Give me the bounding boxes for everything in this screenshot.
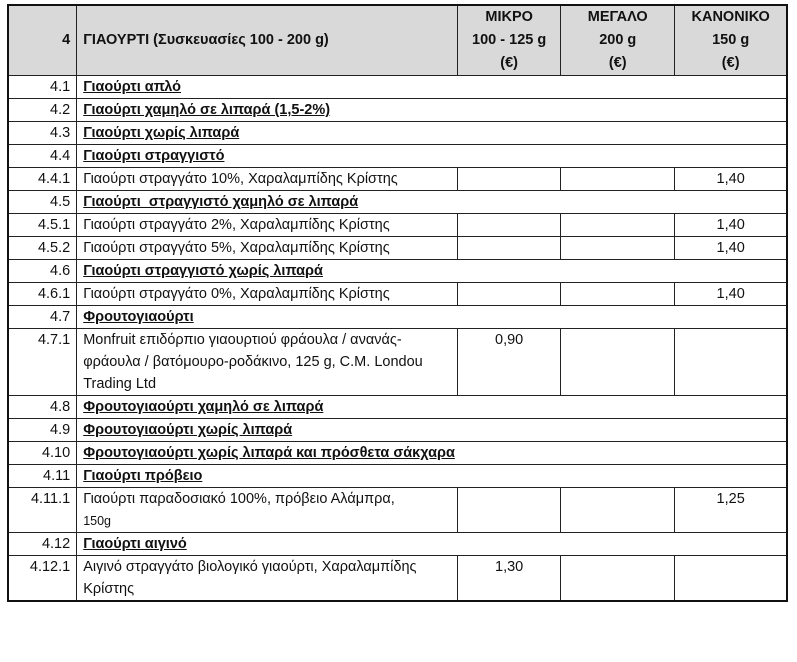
product-label: Γιαούρτι στραγγάτο 5%, Χαραλαμπίδης Κρίστης (77, 237, 458, 260)
category-label: Φρουτογιαούρτι χωρίς λιπαρά και πρόσθετα σάκχαρα (77, 442, 787, 465)
col-size: 200 g (599, 32, 637, 48)
col-name: ΜΕΓΑΛΟ (587, 9, 648, 25)
category-label: Φρουτογιαούρτι χαμηλό σε λιπαρά (77, 396, 787, 419)
category-row (8, 419, 787, 442)
category-label: Φρουτογιαούρτι χωρίς λιπαρά (77, 419, 787, 442)
col-header-large (561, 5, 675, 76)
row-code: 4.11 (8, 465, 77, 488)
category-label: Γιαούρτι πρόβειο (77, 465, 787, 488)
price-regular: 1,40 (675, 237, 787, 260)
category-label: Γιαούρτι στραγγιστό (77, 145, 787, 168)
product-row (8, 214, 787, 237)
product-label: Αιγινό στραγγάτο βιολογικό γιαούρτι, Χαραλαμπίδης Κρίστης (77, 556, 458, 602)
row-code: 4.4.1 (8, 168, 77, 191)
price-large (561, 237, 675, 260)
price-small (458, 488, 561, 533)
category-row (8, 442, 787, 465)
price-large (561, 283, 675, 306)
price-regular: 1,40 (675, 168, 787, 191)
row-code: 4.8 (8, 396, 77, 419)
price-large (561, 488, 675, 533)
product-label-line2: 150g (83, 514, 112, 528)
category-row (8, 99, 787, 122)
category-row (8, 145, 787, 168)
col-name: ΜΙΚΡΟ (485, 9, 533, 25)
category-row (8, 465, 787, 488)
row-code: 4.2 (8, 99, 77, 122)
category-label: Γιαούρτι στραγγιστό χωρίς λιπαρά (77, 260, 787, 283)
product-row (8, 556, 787, 602)
price-large (561, 329, 675, 396)
row-code: 4.3 (8, 122, 77, 145)
category-label: Γιαούρτι αιγινό (77, 533, 787, 556)
category-label: Γιαούρτι στραγγιστό χαμηλό σε λιπαρά (77, 191, 787, 214)
product-label (77, 488, 458, 533)
price-small (458, 283, 561, 306)
col-unit: (€) (608, 55, 627, 71)
category-row (8, 306, 787, 329)
col-header-small (458, 5, 561, 76)
row-code: 4.6.1 (8, 283, 77, 306)
product-label: Γιαούρτι στραγγάτο 10%, Χαραλαμπίδης Κρίστης (77, 168, 458, 191)
price-regular (675, 556, 787, 602)
row-code: 4.5.2 (8, 237, 77, 260)
price-small: 1,30 (458, 556, 561, 602)
category-label: Γιαούρτι χωρίς λιπαρά (77, 122, 787, 145)
category-row (8, 191, 787, 214)
row-code: 4.1 (8, 76, 77, 99)
price-large (561, 168, 675, 191)
product-label-line1: Γιαούρτι παραδοσιακό 100%, πρόβειο Αλάμπρα, (83, 491, 395, 507)
price-regular: 1,40 (675, 283, 787, 306)
row-code: 4.4 (8, 145, 77, 168)
row-code: 4.6 (8, 260, 77, 283)
category-row (8, 76, 787, 99)
col-unit: (€) (721, 55, 740, 71)
product-row (8, 329, 787, 396)
category-row (8, 396, 787, 419)
product-row (8, 283, 787, 306)
yogurt-price-table (7, 4, 788, 602)
row-code: 4.5.1 (8, 214, 77, 237)
price-large (561, 556, 675, 602)
category-label: Φρουτογιαούρτι (77, 306, 787, 329)
price-small (458, 237, 561, 260)
row-code: 4.12 (8, 533, 77, 556)
row-code: 4.12.1 (8, 556, 77, 602)
product-row (8, 237, 787, 260)
col-size: 150 g (712, 32, 750, 48)
category-row (8, 260, 787, 283)
row-code: 4.5 (8, 191, 77, 214)
category-label: Γιαούρτι απλό (77, 76, 787, 99)
col-name: ΚΑΝΟΝΙΚΟ (691, 9, 770, 25)
row-code: 4.7 (8, 306, 77, 329)
product-label: Monfruit επιδόρπιο γιαουρτιού φράουλα / ανανάς-φράουλα / βατόμουρο-ροδάκινο, 125 g, C.M. Londou Trading Ltd (77, 329, 458, 396)
row-code: 4.7.1 (8, 329, 77, 396)
price-regular: 1,25 (675, 488, 787, 533)
product-row (8, 168, 787, 191)
price-small: 0,90 (458, 329, 561, 396)
price-regular: 1,40 (675, 214, 787, 237)
category-row (8, 122, 787, 145)
category-label: Γιαούρτι χαμηλό σε λιπαρά (1,5-2%) (77, 99, 787, 122)
price-large (561, 214, 675, 237)
row-code: 4.11.1 (8, 488, 77, 533)
row-code: 4.10 (8, 442, 77, 465)
row-code: 4.9 (8, 419, 77, 442)
price-regular (675, 329, 787, 396)
category-row (8, 533, 787, 556)
col-unit: (€) (500, 55, 518, 71)
table-header-row (8, 5, 787, 76)
price-small (458, 168, 561, 191)
product-label: Γιαούρτι στραγγάτο 2%, Χαραλαμπίδης Κρίστης (77, 214, 458, 237)
price-small (458, 214, 561, 237)
product-row (8, 488, 787, 533)
col-header-regular (675, 5, 787, 76)
product-label: Γιαούρτι στραγγάτο 0%, Χαραλαμπίδης Κρίστης (77, 283, 458, 306)
section-title: ΓΙΑΟΥΡΤΙ (Συσκευασίες 100 - 200 g) (77, 5, 458, 76)
col-size: 100 - 125 g (472, 32, 547, 48)
section-code: 4 (8, 5, 77, 76)
